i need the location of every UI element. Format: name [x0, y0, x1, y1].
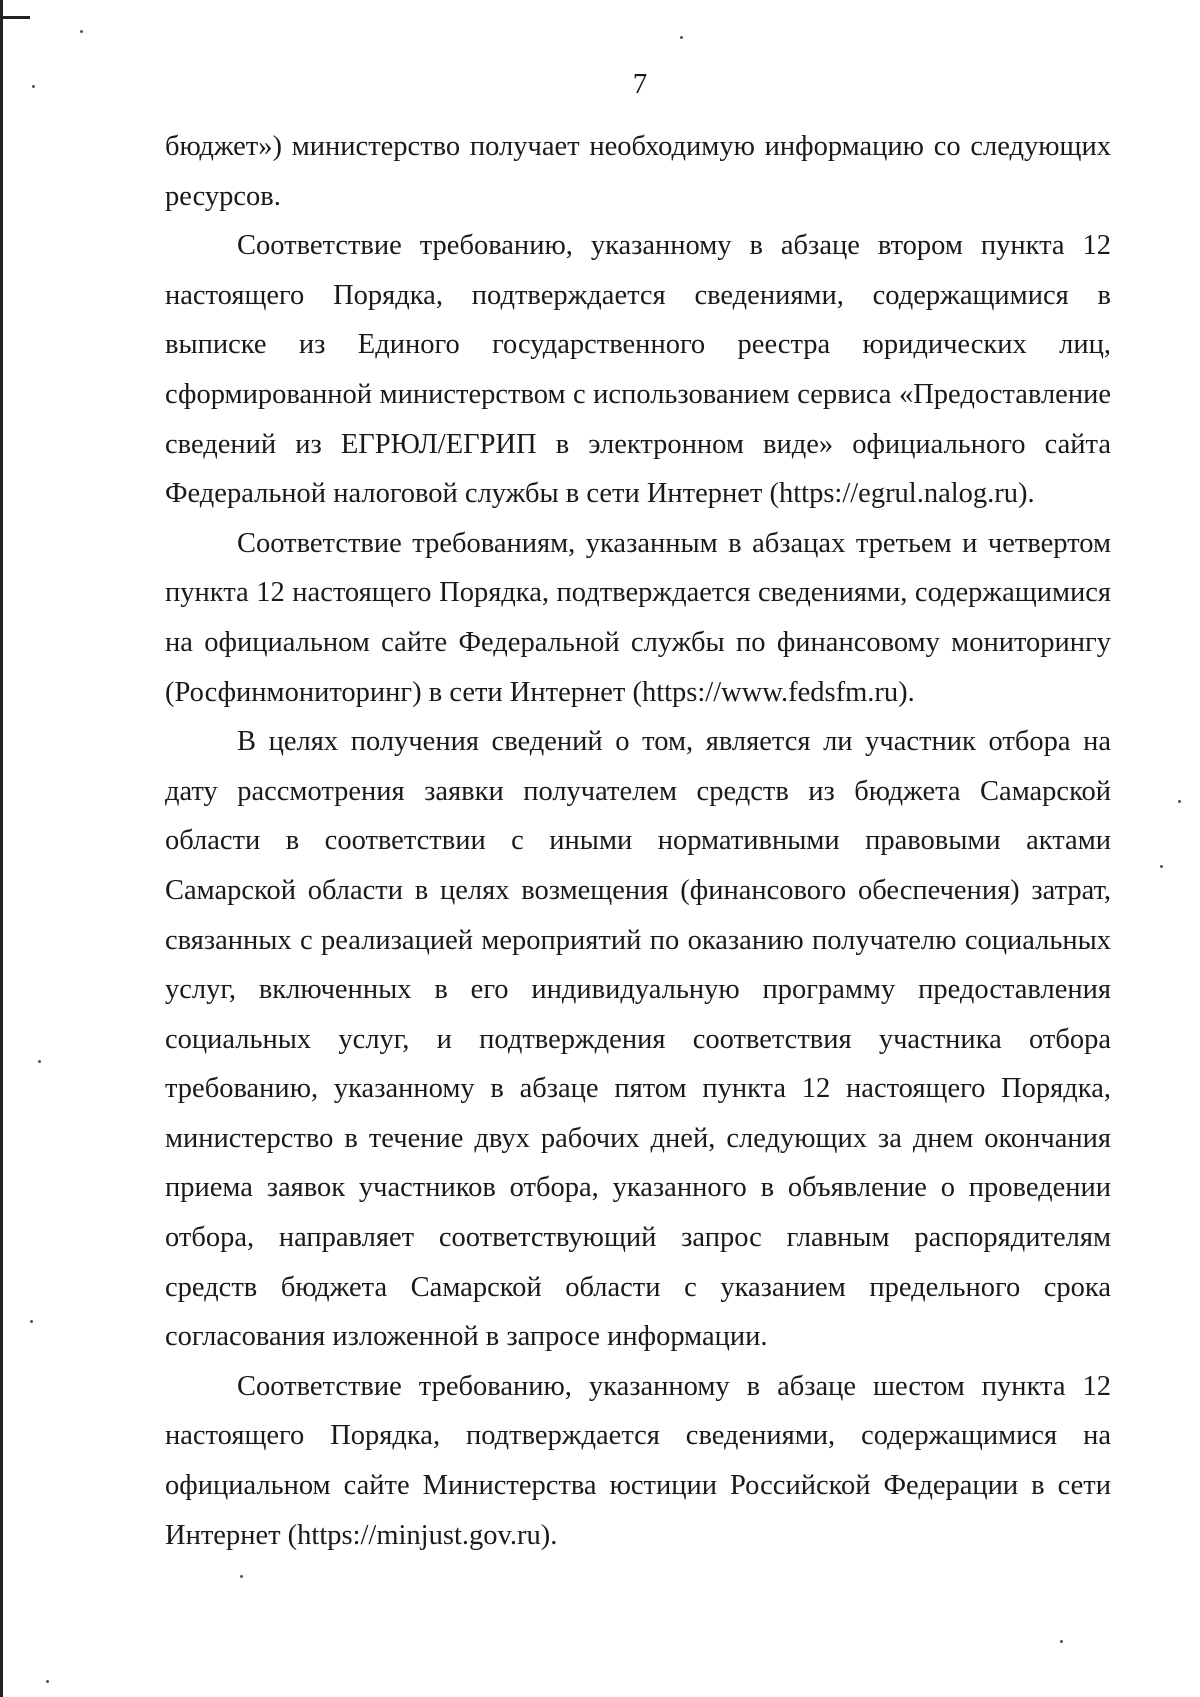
scan-speck [1060, 1640, 1063, 1643]
scan-speck [1178, 800, 1181, 803]
scan-speck [1160, 865, 1163, 868]
scan-speck [80, 30, 83, 33]
scan-speck [46, 1680, 49, 1683]
paragraph-minjust: Соответствие требованию, указанному в абзаце шестом пункта 12 настоящего Порядка, подтверждается сведениями, содержащимися на официальном сайте Министерства юстиции Российской Федерации в сети Интернет (https://minjust.gov.ru). [165, 1370, 1111, 1551]
left-margin-rule [0, 0, 3, 1697]
paragraph-budget-request: В целях получения сведений о том, является ли участник отбора на дату рассмотрения заявки получателем средств из бюджета Самарской области в соответствии с иными нормативными правовыми актами Самарской области в целях возмещения (финансового обеспечения) затрат, связанных с реализацией мероприятий по оказанию получателю социальных услуг, включенных в его индивидуальную программу предоставления социальных услуг, и подтверждения соответствия участника отбора требованию, указанному в абзаце пятом пункта 12 настоящего Порядка, министерство в течение двух рабочих дней, следующих за днем окончания приема заявок участников отбора, указанного в объявление о проведении отбора, направляет соответствующий запрос главным распорядителям средств бюджета Самарской области с указанием предельного срока согласования изложенной в запросе информации. [165, 726, 1111, 1353]
scan-speck [30, 1320, 33, 1323]
page-number: 7 [632, 68, 648, 100]
scan-speck [240, 1575, 243, 1578]
paragraph-rosfinmonitoring: Соответствие требованиям, указанным в абзацах третьем и четвертом пункта 12 настоящего Порядка, подтверждается сведениями, содержащимися на официальном сайте Федеральной службы по финансовому мониторингу (Росфинмониторинг) в сети Интернет (https://www.fedsfm.ru). [165, 527, 1111, 708]
scan-speck [32, 85, 35, 88]
paragraph-continuation: бюджет») министерство получает необходимую информацию со следующих ресурсов. [165, 131, 1111, 212]
scan-speck [680, 36, 683, 39]
scan-speck [38, 1060, 41, 1063]
document-body [165, 122, 1111, 1560]
paragraph-egrul: Соответствие требованию, указанному в абзаце втором пункта 12 настоящего Порядка, подтверждается сведениями, содержащимися в выписке из Единого государственного реестра юридических лиц, сформированной министерством с использованием сервиса «Предоставление сведений из ЕГРЮЛ/ЕГРИП в электронном виде» официального сайта Федеральной налоговой службы в сети Интернет (https://egrul.nalog.ru). [165, 230, 1111, 510]
left-margin-tick [0, 16, 30, 19]
